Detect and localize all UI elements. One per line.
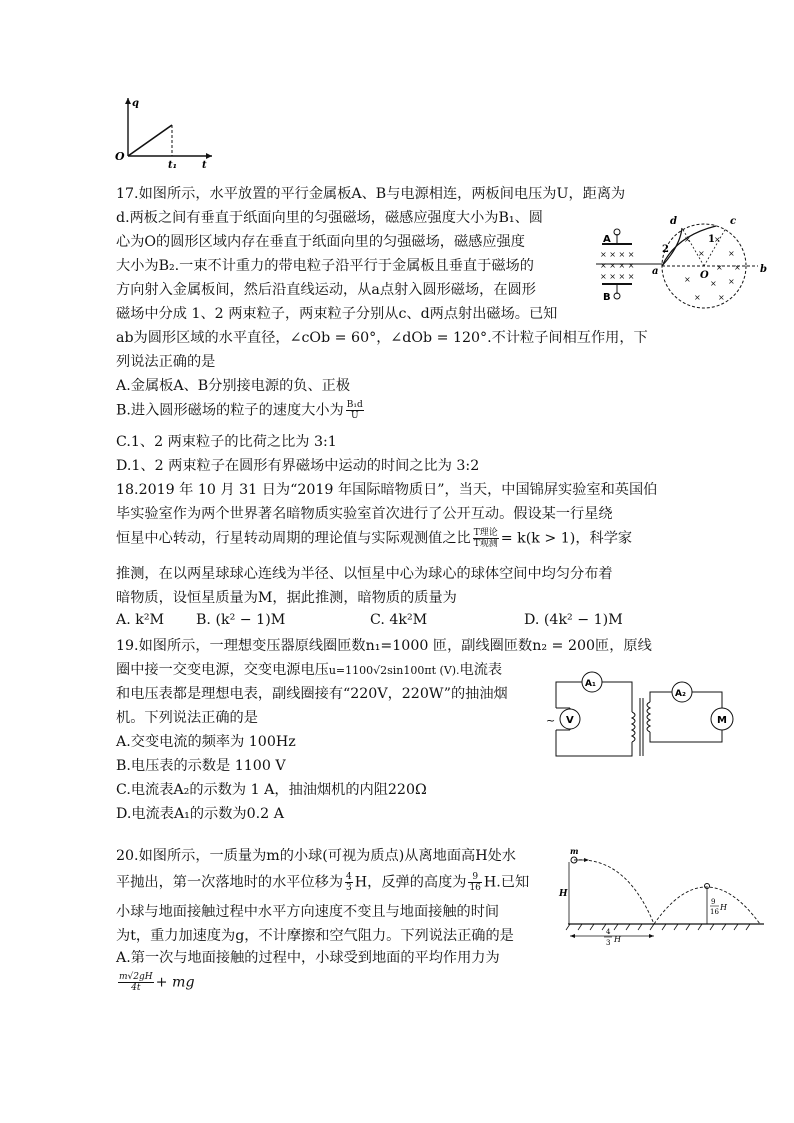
- q17-option-b-text: B.进入圆形磁场的粒子的速度大小为: [116, 402, 344, 419]
- origin-label: O: [115, 150, 125, 163]
- q18-ratio-value: = k(k > 1): [500, 530, 576, 547]
- motor-label: M: [717, 715, 727, 726]
- svg-text:×: ×: [716, 263, 723, 272]
- magnetic-field-figure: [588, 212, 770, 316]
- fraction-denominator: 3: [346, 883, 352, 893]
- height-h-label: H: [559, 889, 568, 899]
- distance-h: H: [614, 935, 621, 944]
- q20-h-symbol-2: H: [483, 874, 497, 891]
- svg-text:× × × ×: × × × ×: [600, 261, 635, 270]
- q17-line-4: 大小为B₂.一束不计重力的带电粒子沿平行于金属板且垂直于磁场的: [116, 258, 534, 274]
- ac-source-symbol: ~: [546, 714, 556, 727]
- q18-ratio-fraction: [473, 528, 499, 549]
- fraction-numerator: m√2gH: [119, 972, 153, 982]
- q19-line-2: [116, 660, 502, 681]
- q17-line-3: 心为O的圆形区域内存在垂直于纸面向里的匀强磁场，磁感应强度: [116, 234, 525, 250]
- fraction-denominator: 16: [469, 883, 481, 893]
- q17-line-6: 磁场中分成 1、2 两束粒子，两束粒子分别从c、d两点射出磁场。已知: [116, 306, 558, 322]
- svg-text:×: ×: [728, 249, 735, 258]
- label-a: a: [652, 266, 659, 277]
- q20-fraction-9-16: [468, 872, 481, 893]
- q19-option-a: A.交变电流的频率为 100Hz: [116, 734, 296, 750]
- q19-voltage-formula: u=1100√2sin100πt (V).: [328, 664, 460, 677]
- fraction-denominator: T观测: [473, 539, 498, 549]
- label-2: 2: [662, 244, 669, 255]
- q-t-graph: [112, 94, 216, 170]
- plate-b-label: B: [603, 292, 611, 303]
- q-label: q: [132, 98, 139, 109]
- fraction-denominator: 4t: [131, 983, 141, 993]
- svg-text:×: ×: [728, 277, 735, 286]
- q19-line-4: 机。下列说法正确的是: [116, 710, 258, 726]
- svg-text:×: ×: [734, 263, 741, 272]
- fraction-denominator: U: [350, 411, 359, 421]
- fraction-numerator: 9: [468, 872, 481, 883]
- fraction-numerator: T理论: [473, 528, 498, 538]
- q20-line-2: [116, 872, 529, 893]
- plate-a-label: A: [603, 234, 611, 245]
- q18-option-d: D. (4k² − 1)M: [524, 612, 623, 628]
- q20-h-symbol-1: H: [354, 874, 368, 891]
- q20-answer-fraction: [118, 972, 154, 993]
- svg-text:×: ×: [694, 293, 701, 302]
- q19-line-1-tail: 匝，原线: [595, 638, 652, 654]
- label-b: b: [760, 264, 767, 275]
- q17-line-5: 方向射入金属板间，然后沿直线运动，从a点射入圆形磁场，在圆形: [116, 282, 536, 298]
- q17-option-b: [116, 400, 366, 421]
- svg-text:×: ×: [684, 275, 691, 284]
- svg-text:× × × ×: × × × ×: [600, 250, 635, 259]
- q18-option-a: A. k²M: [116, 612, 165, 628]
- distance-num: 4: [606, 928, 611, 936]
- q20-answer-a-formula: [116, 972, 195, 993]
- rebound-height-den: 16: [710, 908, 719, 916]
- q20-line-1: 20.如图所示，一质量为m的小球(可视为质点)从离地面高H处水: [116, 848, 516, 864]
- svg-text:×: ×: [718, 293, 725, 302]
- q18-line-1: 18.2019 年 10 月 31 日为“2019 年国际暗物质日”，当天，中国锦屏实验室和英国伯: [116, 482, 658, 498]
- svg-text:×: ×: [714, 235, 721, 244]
- q20-line-2-tail: .已知: [496, 874, 530, 891]
- fraction-numerator: 4: [346, 872, 352, 882]
- q19-line-2-text: 圈中接一交变电源，交变电源电压: [116, 662, 329, 678]
- q17-line-2: d.两板之间有垂直于纸面向里的匀强磁场，磁感应强度大小为B₁、圆: [116, 210, 543, 226]
- q17-option-b-fraction: [346, 400, 364, 421]
- q20-line-3: 小球与地面接触过程中水平方向速度不变且与地面接触的时间: [116, 904, 500, 920]
- label-1: 1: [708, 234, 715, 245]
- q18-line-4: 推测，在以两星球球心连线为半径、以恒星中心为球心的球体空间中均匀分布着: [116, 566, 613, 582]
- q20-line-2-mid: ，反弹的高度为: [367, 874, 467, 891]
- distance-den: 3: [606, 939, 611, 946]
- q19-line-1-text: 19.如图所示，一理想变压器原线圈匝数n₁=1000 匝，副线圈匝数: [116, 638, 533, 654]
- t-label: t: [202, 160, 207, 170]
- q18-line-3-text: 恒星中心转动，行星转动周期的理论值与实际观测值之比: [116, 530, 471, 547]
- q19-line-2-tail: 电流表: [459, 662, 503, 678]
- rebound-height-num: 9: [711, 898, 716, 906]
- q17-option-a: A.金属板A、B分别接电源的负、正极: [116, 378, 351, 394]
- projectile-bounce-figure: [556, 846, 768, 946]
- label-o: O: [700, 270, 709, 281]
- transformer-circuit-figure: [542, 668, 756, 768]
- q18-line-2: 毕实验室作为两个世界著名暗物质实验室首次进行了公开互动。假设某一行星绕: [116, 506, 613, 522]
- q18-line-3-tail: ，科学家: [575, 530, 633, 547]
- q20-line-4: 为t，重力加速度为g，不计摩擦和空气阻力。下列说法正确的是: [116, 928, 514, 944]
- q19-option-d: D.电流表A₁的示数为0.2 A: [116, 806, 284, 822]
- q17-line-7: ab为圆形区域的水平直径，∠cOb = 60°，∠dOb = 120°.不计粒子间相互作用，下: [116, 330, 648, 346]
- q20-answer-tail: + mg: [155, 974, 195, 991]
- rebound-height-h: H: [720, 903, 727, 912]
- t1-label: t₁: [168, 160, 177, 170]
- q17-option-d: D.1、2 两束粒子在圆形有界磁场中运动的时间之比为 3:2: [116, 458, 480, 474]
- q17-line-8: 列说法正确的是: [116, 354, 216, 370]
- svg-text:×: ×: [698, 249, 705, 258]
- q17-option-c: C.1、2 两束粒子的比荷之比为 3:1: [116, 434, 337, 450]
- q19-line-1: [116, 636, 652, 656]
- q19-option-b: B.电压表的示数是 1100 V: [116, 758, 286, 774]
- voltmeter-label: V: [566, 715, 574, 726]
- label-c: c: [730, 216, 737, 227]
- fraction-numerator: B₁d: [346, 400, 363, 410]
- label-d: d: [670, 216, 677, 227]
- q20-fraction-4-3: [345, 872, 353, 893]
- q20-line-5: A.第一次与地面接触的过程中，小球受到地面的平均作用力为: [116, 950, 500, 966]
- svg-text:× × × ×: × × × ×: [600, 272, 635, 281]
- q18-line-5: 暗物质，设恒星质量为M，据此推测，暗物质的质量为: [116, 590, 457, 606]
- q19-option-c: C.电流表A₂的示数为 1 A，抽油烟机的内阻220Ω: [116, 782, 427, 798]
- q17-line-1: 17.如图所示，水平放置的平行金属板A、B与电源相连，两板间电压为U，距离为: [116, 186, 626, 202]
- q18-option-c: C. 4k²M: [370, 612, 428, 628]
- ammeter-a1-label: A₁: [585, 679, 596, 689]
- q19-line-3: 和电压表都是理想电表，副线圈接有“220V，220W”的抽油烟: [116, 686, 508, 702]
- mass-label: m: [570, 846, 579, 856]
- svg-text:×: ×: [710, 279, 717, 288]
- ammeter-a2-label: A₂: [675, 689, 686, 699]
- q18-line-3: [116, 528, 632, 549]
- svg-text:×: ×: [684, 235, 691, 244]
- q19-n2: n₂ = 200: [532, 638, 596, 654]
- q20-line-2-text: 平抛出，第一次落地时的水平位移为: [116, 874, 344, 891]
- q18-option-b: B. (k² − 1)M: [196, 612, 286, 628]
